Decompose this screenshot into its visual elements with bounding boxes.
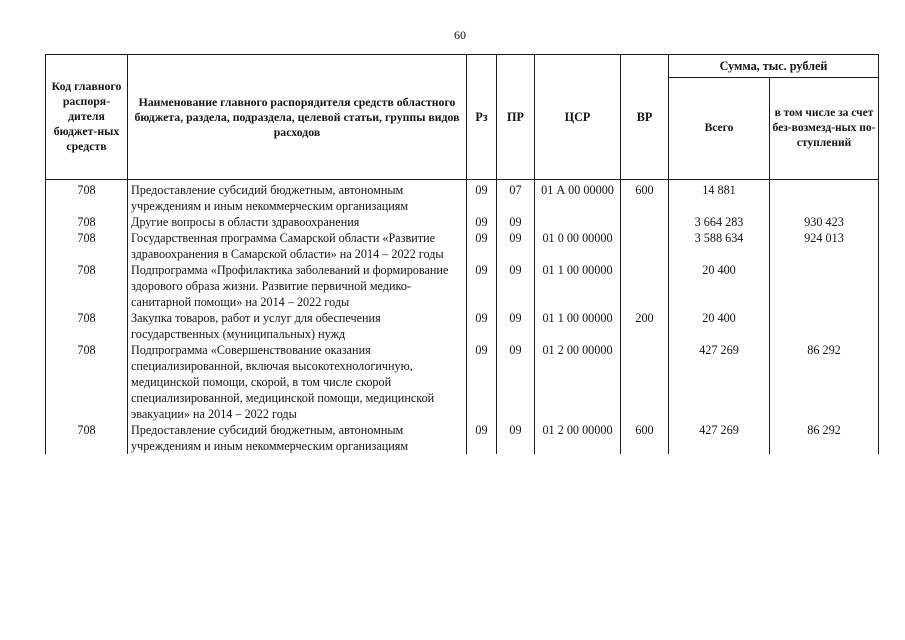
row-name: Подпрограмма «Совершенствование оказания специализированной, включая высокотехнологичную, медицинской помощи, скорой, в том числе скорой специализированной, медицинской помощи, медицинской эвакуации» на 2014 – 2022 годы	[128, 342, 467, 422]
row-name: Подпрограмма «Профилактика заболеваний и формирование здорового образа жизни. Развитие первичной медико-санитарной помощи» на 2014 – 2022 годы	[128, 262, 467, 310]
row-code: 708	[46, 230, 128, 262]
row-total: 14 881	[669, 180, 770, 215]
table-row	[46, 422, 879, 454]
row-code: 708	[46, 180, 128, 215]
row-csr: 01 А 00 00000	[535, 180, 621, 215]
table-row	[46, 214, 879, 230]
row-nonrepayable	[770, 180, 879, 215]
row-rz: 09	[467, 262, 497, 310]
row-pr: 09	[497, 342, 535, 422]
row-pr: 09	[497, 262, 535, 310]
row-csr: 01 1 00 00000	[535, 262, 621, 310]
row-rz: 09	[467, 230, 497, 262]
header-sum: Сумма, тыс. рублей	[669, 55, 879, 78]
row-rz: 09	[467, 214, 497, 230]
row-vr	[621, 262, 669, 310]
header-total: Всего	[669, 77, 770, 179]
budget-table	[45, 54, 879, 454]
row-name: Предоставление субсидий бюджетным, автономным учреждениям и иным некоммерческим организациям	[128, 180, 467, 215]
row-code: 708	[46, 214, 128, 230]
row-vr	[621, 214, 669, 230]
header-name: Наименование главного распорядителя средств областного бюджета, раздела, подраздела, целевой статьи, группы видов расходов	[128, 55, 467, 180]
row-vr: 600	[621, 180, 669, 215]
row-vr: 200	[621, 310, 669, 342]
table-row	[46, 342, 879, 422]
row-total: 427 269	[669, 422, 770, 454]
table-row	[46, 310, 879, 342]
header-csr: ЦСР	[535, 55, 621, 180]
row-rz: 09	[467, 422, 497, 454]
row-csr	[535, 214, 621, 230]
row-vr	[621, 230, 669, 262]
row-total: 3 588 634	[669, 230, 770, 262]
row-pr: 07	[497, 180, 535, 215]
row-pr: 09	[497, 230, 535, 262]
row-nonrepayable: 86 292	[770, 422, 879, 454]
row-csr: 01 1 00 00000	[535, 310, 621, 342]
table-row	[46, 180, 879, 215]
row-code: 708	[46, 262, 128, 310]
row-nonrepayable	[770, 262, 879, 310]
header-rz: Рз	[467, 55, 497, 180]
row-code: 708	[46, 342, 128, 422]
row-code: 708	[46, 310, 128, 342]
row-csr: 01 2 00 00000	[535, 342, 621, 422]
row-pr: 09	[497, 422, 535, 454]
row-name: Закупка товаров, работ и услуг для обеспечения государственных (муниципальных) нужд	[128, 310, 467, 342]
row-pr: 09	[497, 214, 535, 230]
row-name: Предоставление субсидий бюджетным, автономным учреждениям и иным некоммерческим организациям	[128, 422, 467, 454]
row-vr	[621, 342, 669, 422]
table-row	[46, 230, 879, 262]
header-vr: ВР	[621, 55, 669, 180]
table-row	[46, 262, 879, 310]
row-nonrepayable	[770, 310, 879, 342]
header-nonrepayable: в том числе за счет без-возмезд-ных по-ступлений	[770, 77, 879, 179]
row-csr: 01 2 00 00000	[535, 422, 621, 454]
row-code: 708	[46, 422, 128, 454]
header-code: Код главного распоря-дителя бюджет-ных средств	[46, 55, 128, 180]
row-nonrepayable: 86 292	[770, 342, 879, 422]
row-total: 20 400	[669, 310, 770, 342]
row-vr: 600	[621, 422, 669, 454]
row-total: 3 664 283	[669, 214, 770, 230]
row-nonrepayable: 924 013	[770, 230, 879, 262]
row-pr: 09	[497, 310, 535, 342]
row-rz: 09	[467, 310, 497, 342]
row-name: Государственная программа Самарской области «Развитие здравоохранения в Самарской области» на 2014 – 2022 годы	[128, 230, 467, 262]
row-rz: 09	[467, 180, 497, 215]
row-name: Другие вопросы в области здравоохранения	[128, 214, 467, 230]
row-total: 20 400	[669, 262, 770, 310]
row-csr: 01 0 00 00000	[535, 230, 621, 262]
row-rz: 09	[467, 342, 497, 422]
row-total: 427 269	[669, 342, 770, 422]
page-number: 60	[454, 28, 466, 42]
header-pr: ПР	[497, 55, 535, 180]
row-nonrepayable: 930 423	[770, 214, 879, 230]
